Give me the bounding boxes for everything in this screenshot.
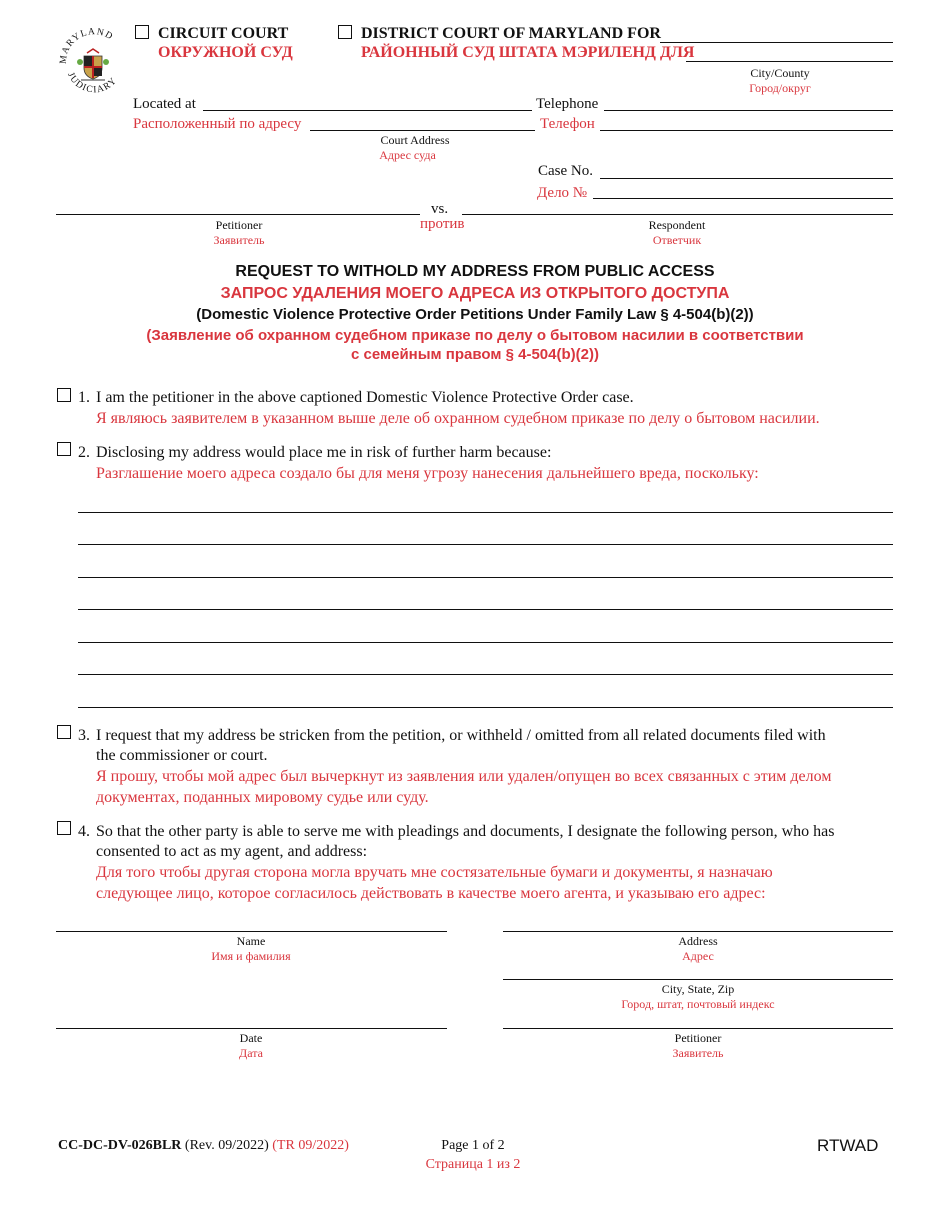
date-caption: Date (239, 1031, 263, 1045)
reason-line[interactable] (78, 674, 893, 675)
vs-label-ru: против (420, 216, 465, 232)
item-3-checkbox[interactable] (57, 725, 71, 739)
seal-top-text: MARYLAND (58, 27, 115, 65)
petitioner-signature-field[interactable] (503, 1028, 893, 1029)
item-3-text-1: I request that my address be stricken from the petition, or withheld / omitted from all related documents filed with (96, 727, 826, 744)
court-address-field-ru[interactable] (310, 130, 535, 131)
form-translation-revision: (TR 09/2022) (272, 1138, 349, 1153)
district-court-label-ru: РАЙОННЫЙ СУД ШТАТА МЭРИЛЕНД ДЛЯ (361, 44, 695, 61)
item-4-checkbox[interactable] (57, 821, 71, 835)
petitioner-signature-caption: Petitioner (674, 1031, 722, 1045)
petitioner-caption-ru: Заявитель (213, 233, 265, 247)
city-county-caption-ru: Город/округ (749, 81, 811, 95)
district-court-label: DISTRICT COURT OF MARYLAND FOR (361, 25, 661, 42)
case-no-field[interactable] (600, 178, 893, 179)
item-1-checkbox[interactable] (57, 388, 71, 402)
court-address-caption: Court Address (380, 133, 450, 147)
petitioner-caption: Petitioner (215, 218, 263, 232)
page-number-ru: Страница 1 из 2 (425, 1157, 521, 1172)
reason-line[interactable] (78, 577, 893, 578)
case-no-label-ru: Дело № (537, 185, 588, 201)
respondent-caption: Respondent (648, 218, 706, 232)
agent-address-field[interactable] (503, 931, 893, 932)
name-caption-ru: Имя и фамилия (211, 949, 291, 963)
date-caption-ru: Дата (239, 1046, 263, 1060)
reason-line[interactable] (78, 707, 893, 708)
item-4-text-ru-2: следующее лицо, которое согласилось действовать в качестве моего агента, и указываю его адрес: (96, 885, 766, 902)
city-state-zip-caption: City, State, Zip (661, 982, 735, 996)
circuit-court-label: CIRCUIT COURT (158, 25, 289, 42)
located-at-label-ru: Расположенный по адресу (133, 116, 302, 132)
case-no-label: Case No. (538, 163, 593, 179)
reason-line[interactable] (78, 544, 893, 545)
form-title: REQUEST TO WITHOLD MY ADDRESS FROM PUBLIC ACCESS (235, 263, 715, 280)
item-2-checkbox[interactable] (57, 442, 71, 456)
item-2-text: Disclosing my address would place me in risk of further harm because: (96, 444, 552, 461)
item-1-text: I am the petitioner in the above captioned Domestic Violence Protective Order case. (96, 389, 634, 406)
item-4-text-1: So that the other party is able to serve me with pleadings and documents, I designate the following person, who has (96, 823, 835, 840)
item-4-number: 4. (78, 823, 90, 840)
form-revision: (Rev. 09/2022) (184, 1138, 269, 1153)
case-no-field-ru[interactable] (593, 198, 893, 199)
city-state-zip-caption-ru: Город, штат, почтовый индекс (621, 997, 775, 1011)
form-id: CC-DC-DV-026BLR (58, 1138, 182, 1153)
item-3-text-2: the commissioner or court. (96, 747, 268, 764)
telephone-field[interactable] (604, 110, 893, 111)
item-1-text-ru: Я являюсь заявителем в указанном выше деле об охранном судебном приказе по делу о бытовом насилии. (96, 410, 820, 427)
located-at-label: Located at (133, 96, 196, 112)
item-3-text-ru-2: документах, поданных мировому судье или суду. (96, 789, 429, 806)
circuit-court-label-ru: ОКРУЖНОЙ СУД (158, 44, 293, 61)
reason-line[interactable] (78, 512, 893, 513)
form-id-line (58, 1138, 349, 1154)
date-field[interactable] (56, 1028, 447, 1029)
form-code: RTWAD (817, 1136, 879, 1155)
item-2-text-ru: Разглашение моего адреса создало бы для меня угрозу нанесения дальнейшего вреда, поскольку: (96, 465, 759, 482)
court-address-field[interactable] (203, 110, 532, 111)
petitioner-field[interactable] (56, 214, 420, 215)
vs-label: vs. (431, 201, 449, 217)
city-county-caption: City/County (750, 66, 810, 80)
item-3-number: 3. (78, 727, 90, 744)
address-caption-ru: Адрес (682, 949, 714, 963)
item-4-text-ru-1: Для того чтобы другая сторона могла вручать мне состязательные бумаги и документы, я назначаю (96, 864, 773, 881)
name-caption: Name (236, 934, 266, 948)
item-1-number: 1. (78, 389, 90, 406)
page-number: Page 1 of 2 (441, 1138, 505, 1153)
item-3-text-ru-1: Я прошу, чтобы мой адрес был вычеркнут из заявления или удален/опущен во всех связанных с этим делом (96, 768, 832, 785)
respondent-field[interactable] (462, 214, 893, 215)
form-subtitle-ru-2: с семейным правом § 4-504(b)(2)) (351, 346, 599, 363)
city-county-field-ru[interactable] (686, 61, 893, 62)
seal-bottom-text: JUDICIARY (65, 70, 120, 96)
telephone-label-ru: Телефон (540, 116, 595, 132)
form-title-ru: ЗАПРОС УДАЛЕНИЯ МОЕГО АДРЕСА ИЗ ОТКРЫТОГО ДОСТУПА (220, 285, 730, 302)
address-caption: Address (678, 934, 718, 948)
telephone-field-ru[interactable] (600, 130, 893, 131)
court-address-caption-ru: Адрес суда (379, 148, 436, 162)
telephone-label: Telephone (536, 96, 599, 112)
city-state-zip-field[interactable] (503, 979, 893, 980)
district-court-checkbox[interactable] (338, 25, 352, 39)
item-2-number: 2. (78, 444, 90, 461)
form-subtitle-ru-1: (Заявление об охранном судебном приказе по делу о бытовом насилии в соответствии (146, 327, 804, 344)
item-4-text-2: consented to act as my agent, and address: (96, 843, 368, 860)
petitioner-signature-caption-ru: Заявитель (672, 1046, 724, 1060)
reason-line[interactable] (78, 609, 893, 610)
respondent-caption-ru: Ответчик (652, 233, 702, 247)
maryland-judiciary-seal (58, 22, 128, 106)
reason-line[interactable] (78, 642, 893, 643)
form-subtitle: (Domestic Violence Protective Order Petitions Under Family Law § 4-504(b)(2)) (196, 306, 754, 323)
circuit-court-checkbox[interactable] (135, 25, 149, 39)
agent-name-field[interactable] (56, 931, 447, 932)
city-county-field[interactable] (660, 42, 893, 43)
